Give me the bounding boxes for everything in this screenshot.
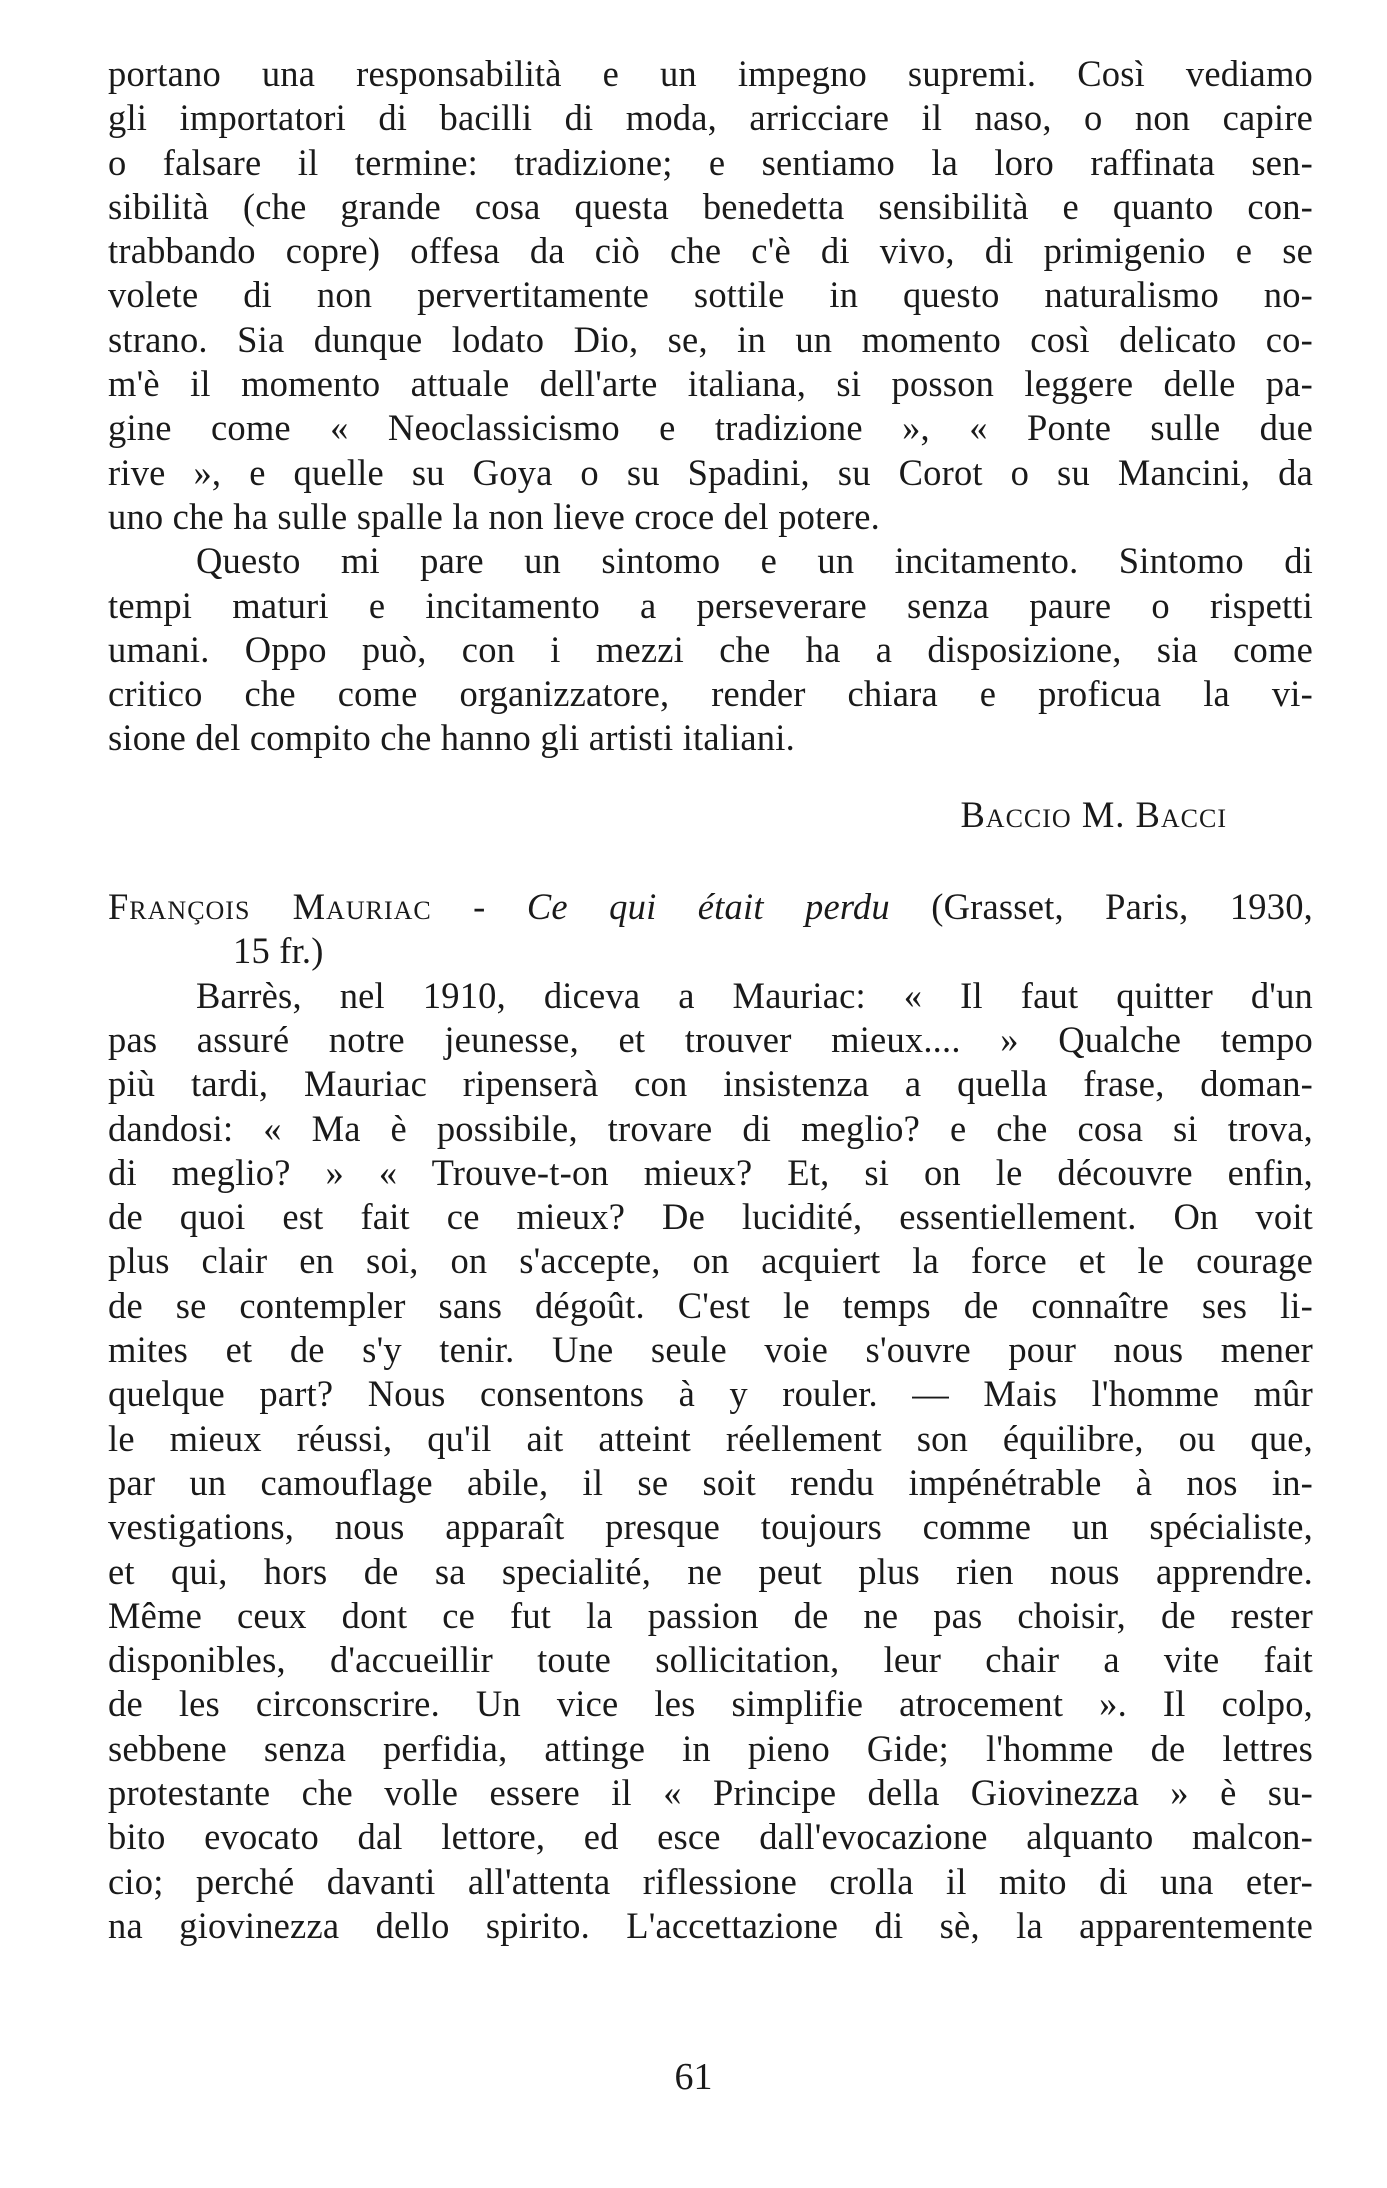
text-line: de les circonscrire. Un vice les simplifie atrocement ». Il colpo, bbox=[108, 1683, 1313, 1725]
text-line: vestigations, nous apparaît presque toujours comme un spécialiste, bbox=[108, 1506, 1313, 1548]
text-line: na giovinezza dello spirito. L'accettazione di sè, la apparentemente bbox=[108, 1904, 1313, 1946]
text-line: uno che ha sulle spalle la non lieve croce del potere. bbox=[108, 495, 880, 537]
text-line: et qui, hors de sa specialité, ne peut plus rien nous apprendre. bbox=[108, 1550, 1313, 1592]
text-line: umani. Oppo può, con i mezzi che ha a disposizione, sia come bbox=[108, 628, 1313, 670]
text-line: par un camouflage abile, il se soit rendu impénétrable à nos in- bbox=[108, 1461, 1313, 1503]
text-line: de quoi est fait ce mieux? De lucidité, essentiellement. On voit bbox=[108, 1196, 1313, 1238]
text-line: bito evocato dal lettore, ed esce dall'evocazione alquanto malcon- bbox=[108, 1816, 1313, 1858]
text-line: strano. Sia dunque lodato Dio, se, in un momento così delicato co- bbox=[108, 318, 1313, 360]
text-line: sione del compito che hanno gli artisti italiani. bbox=[108, 717, 795, 759]
review-separator: - bbox=[431, 886, 527, 928]
text-line: cio; perché davanti all'attenta riflessione crolla il mito di una eter- bbox=[108, 1860, 1313, 1902]
review-book-title: Ce qui était perdu bbox=[526, 886, 890, 928]
text-line: m'è il momento attuale dell'arte italiana, si posson leggere delle pa- bbox=[108, 363, 1313, 405]
text-line: plus clair en soi, on s'accepte, on acquiert la force et le courage bbox=[108, 1240, 1313, 1282]
text-line: volete di non pervertitamente sottile in questo naturalismo no- bbox=[108, 274, 1313, 316]
text-line: portano una responsabilità e un impegno supremi. Così vediamo bbox=[108, 53, 1313, 94]
text-line: trabbando copre) offesa da ciò che c'è di vivo, di primigenio e se bbox=[108, 230, 1313, 272]
text-line: dandosi: « Ma è possibile, trovare di meglio? e che cosa si trova, bbox=[108, 1107, 1313, 1149]
text-line: Même ceux dont ce fut la passion de ne pas choisir, de rester bbox=[108, 1594, 1313, 1636]
page-number: 61 bbox=[674, 2056, 713, 2098]
text-line: mites et de s'y tenir. Une seule voie s'ouvre pour nous mener bbox=[108, 1329, 1313, 1371]
review-heading-line bbox=[108, 885, 1313, 929]
text-line: disponibles, d'accueillir toute sollicitation, leur chair a vite fait bbox=[108, 1639, 1313, 1681]
text-line: sebbene senza perfidia, attinge in pieno Gide; l'homme de lettres bbox=[108, 1727, 1313, 1769]
text-line: tempi maturi e incitamento a perseverare senza paure o rispetti bbox=[108, 584, 1313, 626]
page-body bbox=[108, 52, 1313, 1948]
text-line: o falsare il termine: tradizione; e sentiamo la loro raffinata sen- bbox=[108, 141, 1313, 183]
paragraph-review-body bbox=[108, 974, 1313, 1949]
review-price: 15 fr.) bbox=[233, 930, 324, 972]
text-line: gine come « Neoclassicismo e tradizione », « Ponte sulle due bbox=[108, 407, 1313, 449]
text-line: Barrès, nel 1910, diceva a Mauriac: « Il faut quitter d'un bbox=[196, 974, 1313, 1016]
text-line: critico che come organizzatore, render chiara e proficua la vi- bbox=[108, 673, 1313, 715]
paragraph-conclusion bbox=[108, 539, 1313, 760]
text-line: gli importatori di bacilli di moda, arricciare il naso, o non capire bbox=[108, 97, 1313, 139]
text-line: più tardi, Mauriac ripenserà con insistenza a quella frase, doman- bbox=[108, 1063, 1313, 1105]
text-line: protestante che volle essere il « Principe della Giovinezza » è su- bbox=[108, 1771, 1313, 1813]
text-line: quelque part? Nous consentons à y rouler. — Mais l'homme mûr bbox=[108, 1373, 1313, 1415]
text-line: sibilità (che grande cosa questa benedetta sensibilità e quanto con- bbox=[108, 185, 1313, 227]
text-line: le mieux réussi, qu'il ait atteint réellement son équilibre, ou que, bbox=[108, 1417, 1313, 1459]
text-line: de se contempler sans dégoût. C'est le temps de connaître ses li- bbox=[108, 1284, 1313, 1326]
text-line: di meglio? » « Trouve-t-on mieux? Et, si on le découvre enfin, bbox=[108, 1151, 1313, 1193]
review-author: François Mauriac bbox=[108, 886, 432, 928]
paragraph-continuation bbox=[108, 52, 1313, 539]
review-heading bbox=[108, 885, 1313, 974]
review-publisher: (Grasset, Paris, 1930, bbox=[889, 886, 1313, 928]
text-line: pas assuré notre jeunesse, et trouver mieux.... » Qualche tempo bbox=[108, 1018, 1313, 1060]
text-line: rive », e quelle su Goya o su Spadini, su Corot o su Mancini, da bbox=[108, 451, 1313, 493]
text-line: Questo mi pare un sintomo e un incitamento. Sintomo di bbox=[196, 540, 1313, 582]
author-signature: Baccio M. Bacci bbox=[960, 793, 1227, 835]
